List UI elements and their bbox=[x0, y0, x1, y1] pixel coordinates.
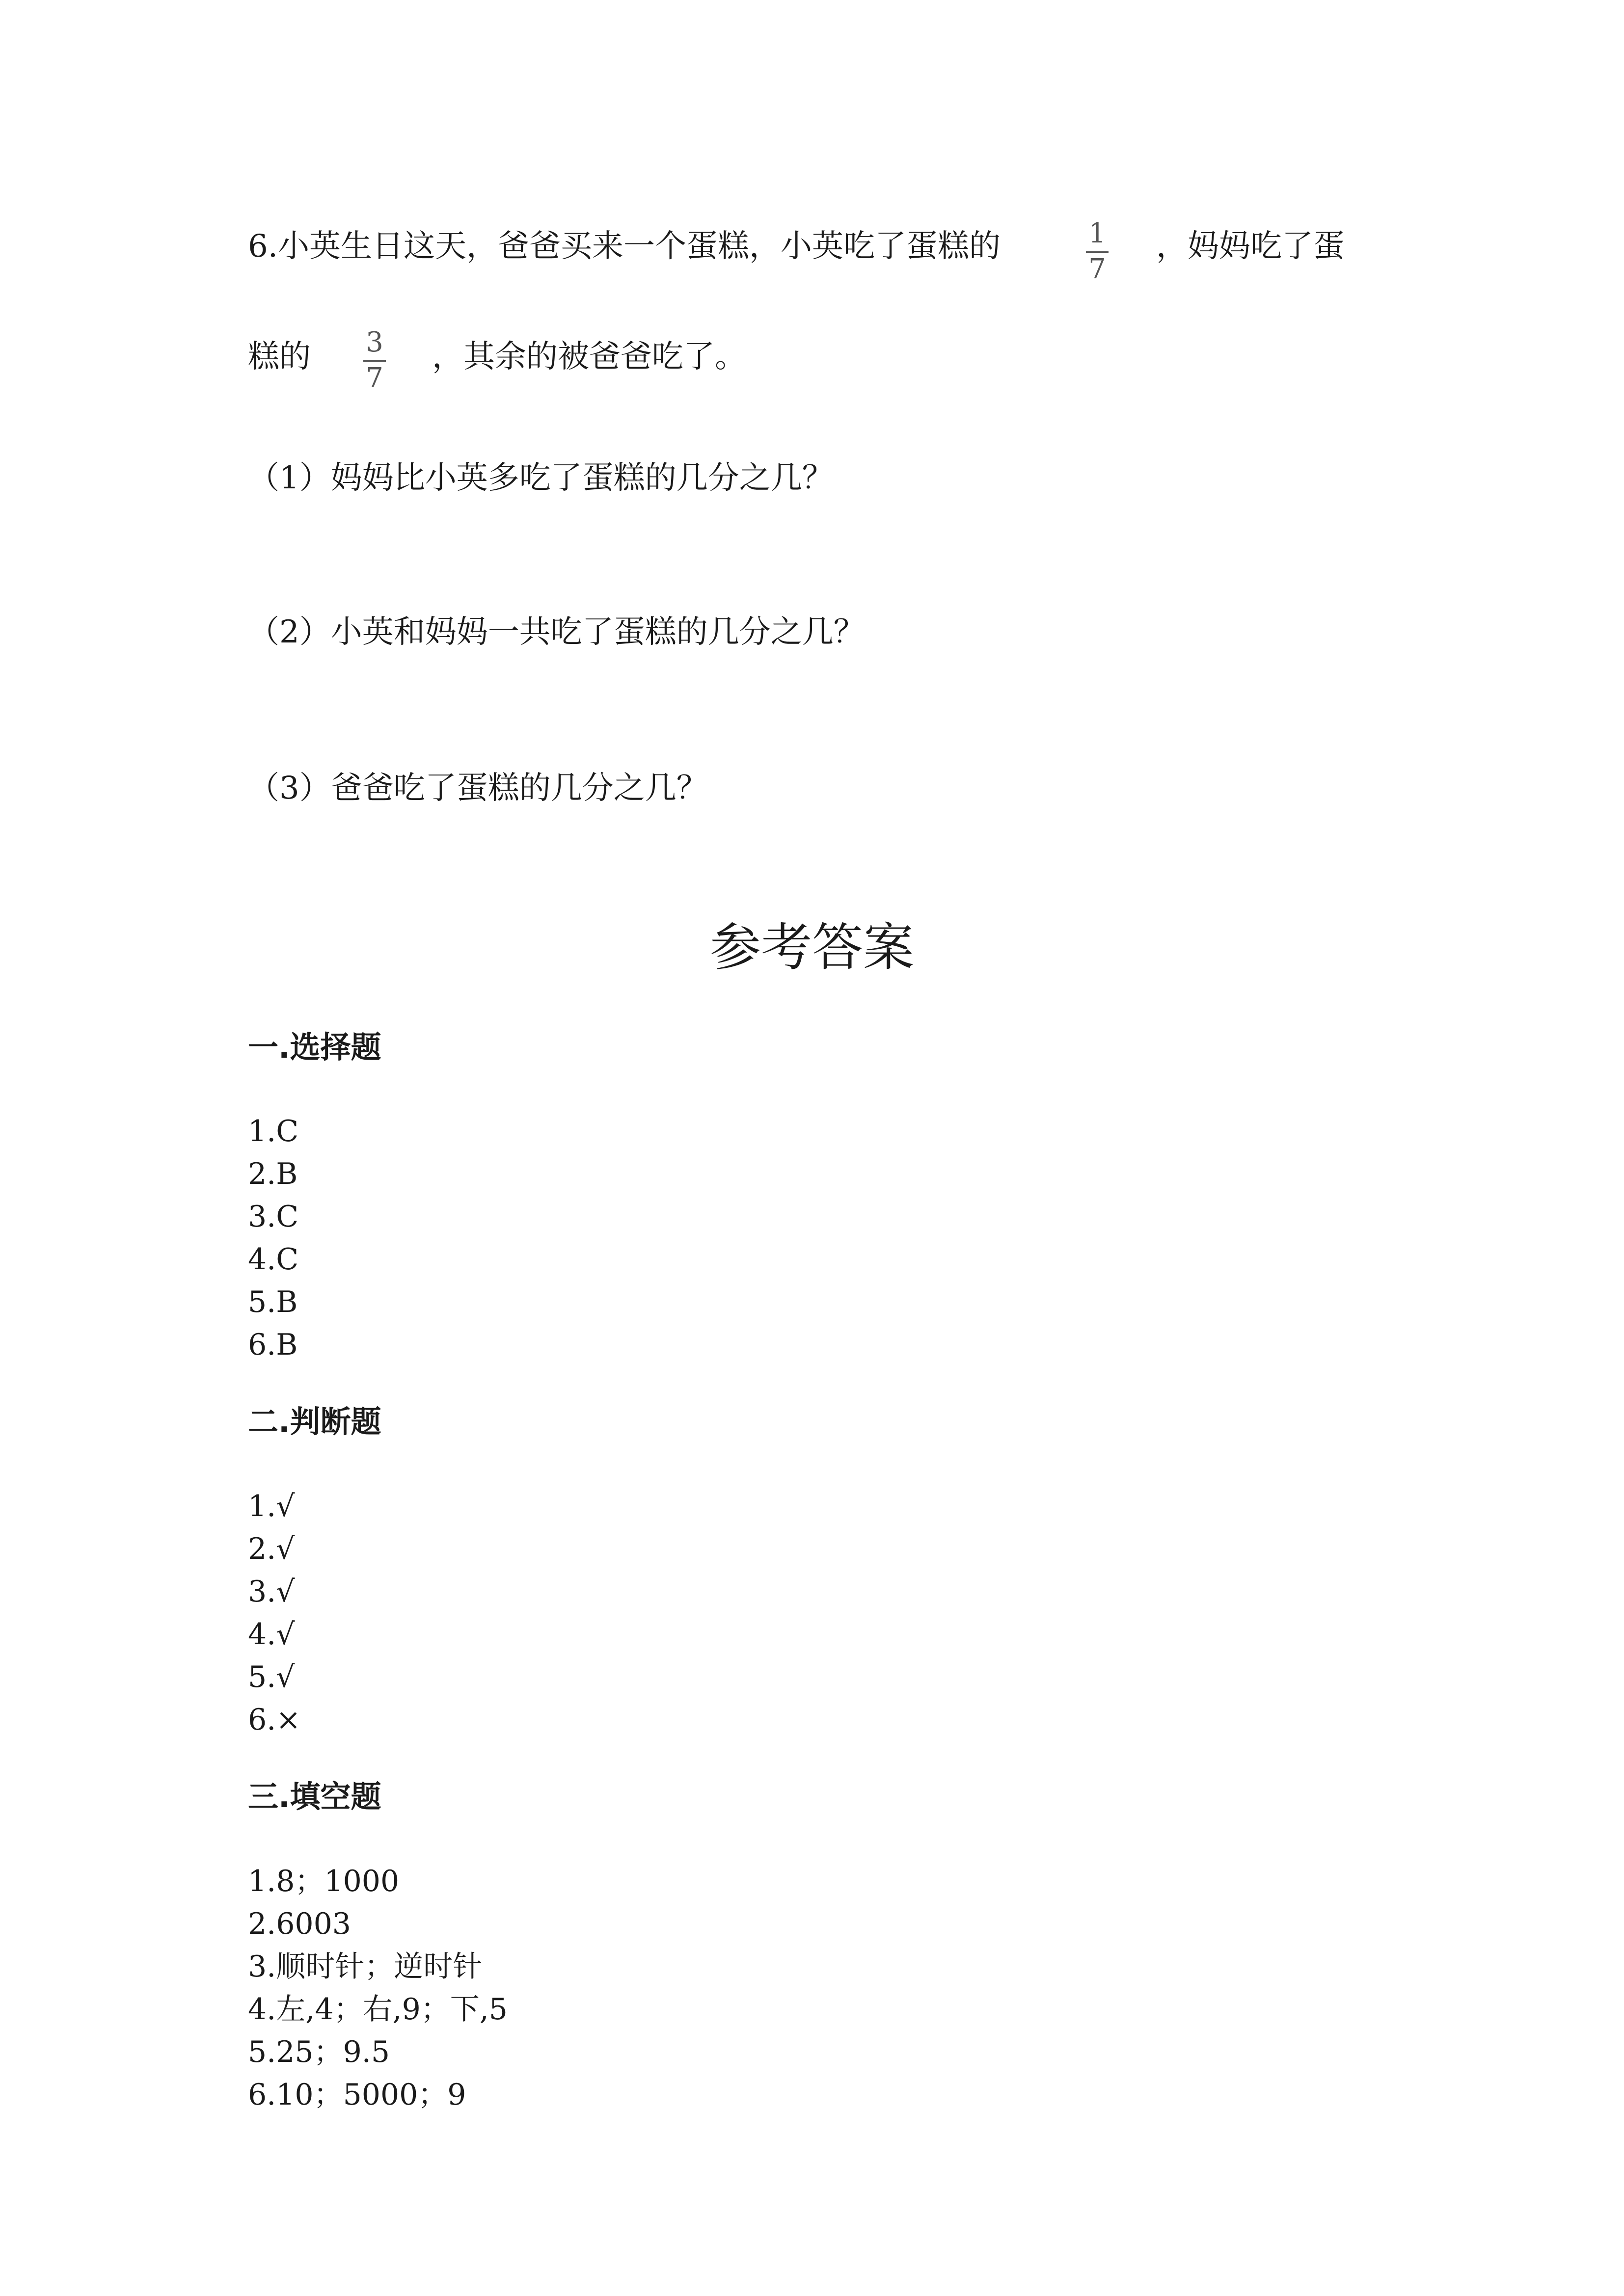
question-line-1-tail bbox=[1156, 228, 1345, 265]
answer-item: 2.√ bbox=[248, 1532, 295, 1566]
question-line-2 bbox=[248, 341, 311, 373]
question-text: ，其余的被爸爸吃了。 bbox=[432, 339, 746, 375]
answer-item: 6.10；5000；9 bbox=[248, 2078, 466, 2112]
answer-item: 2.6003 bbox=[248, 1907, 351, 1941]
sub-question-2: （2）小英和妈妈一共吃了蛋糕的几分之几？ bbox=[248, 614, 865, 650]
question-text: 糕的 bbox=[248, 339, 311, 375]
sub-question-3: （3）爸爸吃了蛋糕的几分之几？ bbox=[248, 770, 708, 806]
question-line-2-tail bbox=[432, 341, 746, 373]
answer-item: 1.C bbox=[248, 1114, 299, 1148]
answer-item: 6.× bbox=[248, 1703, 301, 1737]
section-heading-choice: 一.选择题 bbox=[248, 1029, 381, 1065]
fraction-denominator: 7 bbox=[1088, 253, 1106, 285]
answer-item: 5.√ bbox=[248, 1660, 295, 1694]
answer-item: 5.B bbox=[248, 1285, 298, 1319]
answers-title: 参考答案 bbox=[709, 917, 914, 977]
answer-item: 1.8；1000 bbox=[248, 1864, 400, 1898]
fraction-three-sevenths bbox=[363, 326, 386, 394]
fraction-bar bbox=[1086, 251, 1109, 253]
answer-item: 4.C bbox=[248, 1242, 299, 1277]
answer-item: 5.25；9.5 bbox=[248, 2035, 390, 2069]
answer-item: 3.C bbox=[248, 1200, 299, 1234]
section-heading-fill-in: 三.填空题 bbox=[248, 1779, 381, 1815]
question-line-1 bbox=[248, 228, 1001, 265]
section-heading-judgement: 二.判断题 bbox=[248, 1404, 381, 1440]
question-text: 6.小英生日这天，爸爸买来一个蛋糕，小英吃了蛋糕的 bbox=[248, 228, 1001, 265]
sub-question-1: （1）妈妈比小英多吃了蛋糕的几分之几？ bbox=[248, 460, 834, 496]
question-text: ，妈妈吃了蛋 bbox=[1156, 228, 1345, 265]
fraction-denominator: 7 bbox=[366, 362, 383, 394]
answer-item: 4.左,4；右,9；下,5 bbox=[248, 1992, 508, 2027]
fraction-numerator: 1 bbox=[1088, 217, 1106, 249]
answer-item: 4.√ bbox=[248, 1617, 295, 1652]
fraction-numerator: 3 bbox=[366, 326, 383, 358]
answer-item: 2.B bbox=[248, 1157, 298, 1191]
answer-item: 1.√ bbox=[248, 1489, 295, 1523]
fraction-one-seventh bbox=[1086, 217, 1109, 285]
answer-item: 3.顺时针；逆时针 bbox=[248, 1949, 483, 1984]
answer-item: 6.B bbox=[248, 1328, 298, 1362]
answer-item: 3.√ bbox=[248, 1575, 295, 1609]
fraction-bar bbox=[363, 360, 386, 362]
